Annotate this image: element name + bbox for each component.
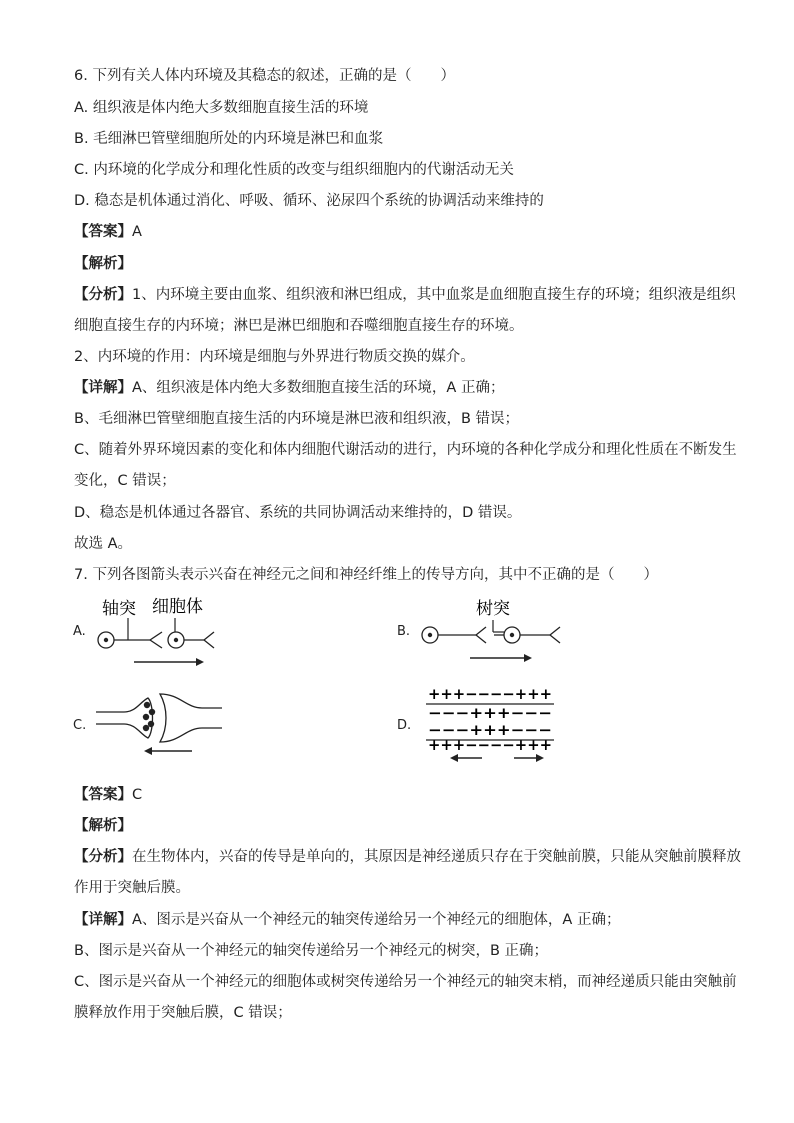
label-axon: 轴突 [102, 599, 136, 619]
q7-fenxi-b: 作用于突触后膜。 [74, 880, 190, 896]
charge-row-1: +++−−−−+++ [428, 685, 552, 703]
q6-fenxi-2: 2、内环境的作用：内环境是细胞与外界进行物质交换的媒介。 [74, 349, 475, 365]
figure-b-option: B. [397, 624, 411, 639]
q6-xiangjie-c1: C、随着外界环境因素的变化和体内细胞代谢活动的进行，内环境的各种化学成分和理化性质在不断发生 [74, 442, 737, 458]
q6-analysis-tag: 【解析】 [74, 256, 132, 272]
q6-option-c: C. 内环境的化学成分和理化性质的改变与组织细胞内的代谢活动无关 [74, 162, 514, 178]
answer-tag: 【答案】 [74, 224, 132, 240]
vesicle [143, 714, 149, 720]
figure-b-neurons [416, 592, 576, 672]
q7-xiangjie-b: B、图示是兴奋从一个神经元的轴突传递给另一个神经元的树突，B 正确； [74, 943, 549, 959]
q6-fenxi-1a [74, 285, 736, 305]
figure-c-synapse [90, 688, 230, 768]
xiangjie-tag: 【详解】 [74, 380, 132, 396]
figure-a-neurons [90, 592, 230, 672]
vesicle [143, 725, 149, 731]
xiangjie-tag: 【详解】 [74, 912, 132, 928]
q6-xiangjie-d: D、稳态是机体通过各器官、系统的共同协调活动来维持的，D 错误。 [74, 505, 522, 521]
fenxi-tag: 【分析】 [74, 287, 132, 303]
q7-xiangjie-c2: 膜释放作用于突触后膜，C 错误； [74, 1005, 292, 1021]
vesicle [148, 721, 154, 727]
q6-fenxi-1b: 细胞直接生存的内环境；淋巴是淋巴细胞和吞噬细胞直接生存的环境。 [74, 318, 524, 334]
q6-answer [74, 222, 142, 242]
fenxi-tag: 【分析】 [74, 849, 132, 865]
figure-a-option: A. [73, 624, 86, 639]
q7-stem: 7. 下列各图箭头表示兴奋在神经元之间和神经纤维上的传导方向，其中不正确的是（ ） [74, 567, 658, 583]
q6-stem: 6. 下列有关人体内环境及其稳态的叙述，正确的是（ ） [74, 68, 455, 84]
postsynaptic-neuron [160, 694, 222, 742]
fenxi-text: 在生物体内，兴奋的传导是单向的，其原因是神经递质只存在于突触前膜，只能从突触前膜释放 [132, 849, 741, 865]
q7-answer [74, 785, 142, 805]
q6-option-b: B. 毛细淋巴管壁细胞所处的内环境是淋巴和血浆 [74, 131, 384, 147]
q7-xiangjie-c1: C、图示是兴奋从一个神经元的细胞体或树突传递给另一个神经元的轴突末梢，而神经递质只能由突触前 [74, 974, 737, 990]
figure-c-option: C. [73, 718, 87, 733]
vesicle [144, 702, 150, 708]
q6-option-a: A. 组织液是体内绝大多数细胞直接生活的环境 [74, 100, 369, 116]
q7-analysis-tag: 【解析】 [74, 818, 132, 834]
fenxi-text: 1、内环境主要由血浆、组织液和淋巴组成，其中血浆是血细胞直接生存的环境；组织液是组织 [132, 287, 736, 303]
q7-xiangjie-a [74, 910, 620, 930]
q6-xiangjie-a [74, 378, 504, 398]
charge-row-2: −−−+++−−− [428, 704, 552, 722]
q6-xiangjie-b: B、毛细淋巴管壁细胞直接生活的内环境是淋巴液和组织液，B 错误； [74, 411, 520, 427]
q7-fenxi-a [74, 847, 741, 867]
answer-tag: 【答案】 [74, 787, 132, 803]
figure-d-option: D. [397, 718, 412, 733]
charge-row-4: +++−−−−+++ [428, 736, 552, 754]
xiangjie-text: A、图示是兴奋从一个神经元的轴突传递给另一个神经元的细胞体，A 正确； [132, 912, 621, 928]
xiangjie-text: A、组织液是体内绝大多数细胞直接生活的环境，A 正确； [132, 380, 505, 396]
figure-d-nerve-fiber [424, 684, 564, 770]
charge-row-3: −−−+++−−− [428, 721, 552, 739]
vesicle [149, 709, 155, 715]
q6-conclusion: 故选 A。 [74, 536, 133, 552]
answer-value: C [132, 787, 143, 803]
answer-value: A [132, 224, 142, 240]
q6-xiangjie-c2: 变化，C 错误； [74, 473, 176, 489]
label-soma: 细胞体 [152, 597, 203, 617]
label-dendrite: 树突 [476, 599, 510, 619]
q6-option-d: D. 稳态是机体通过消化、呼吸、循环、泌尿四个系统的协调活动来维持的 [74, 193, 544, 209]
